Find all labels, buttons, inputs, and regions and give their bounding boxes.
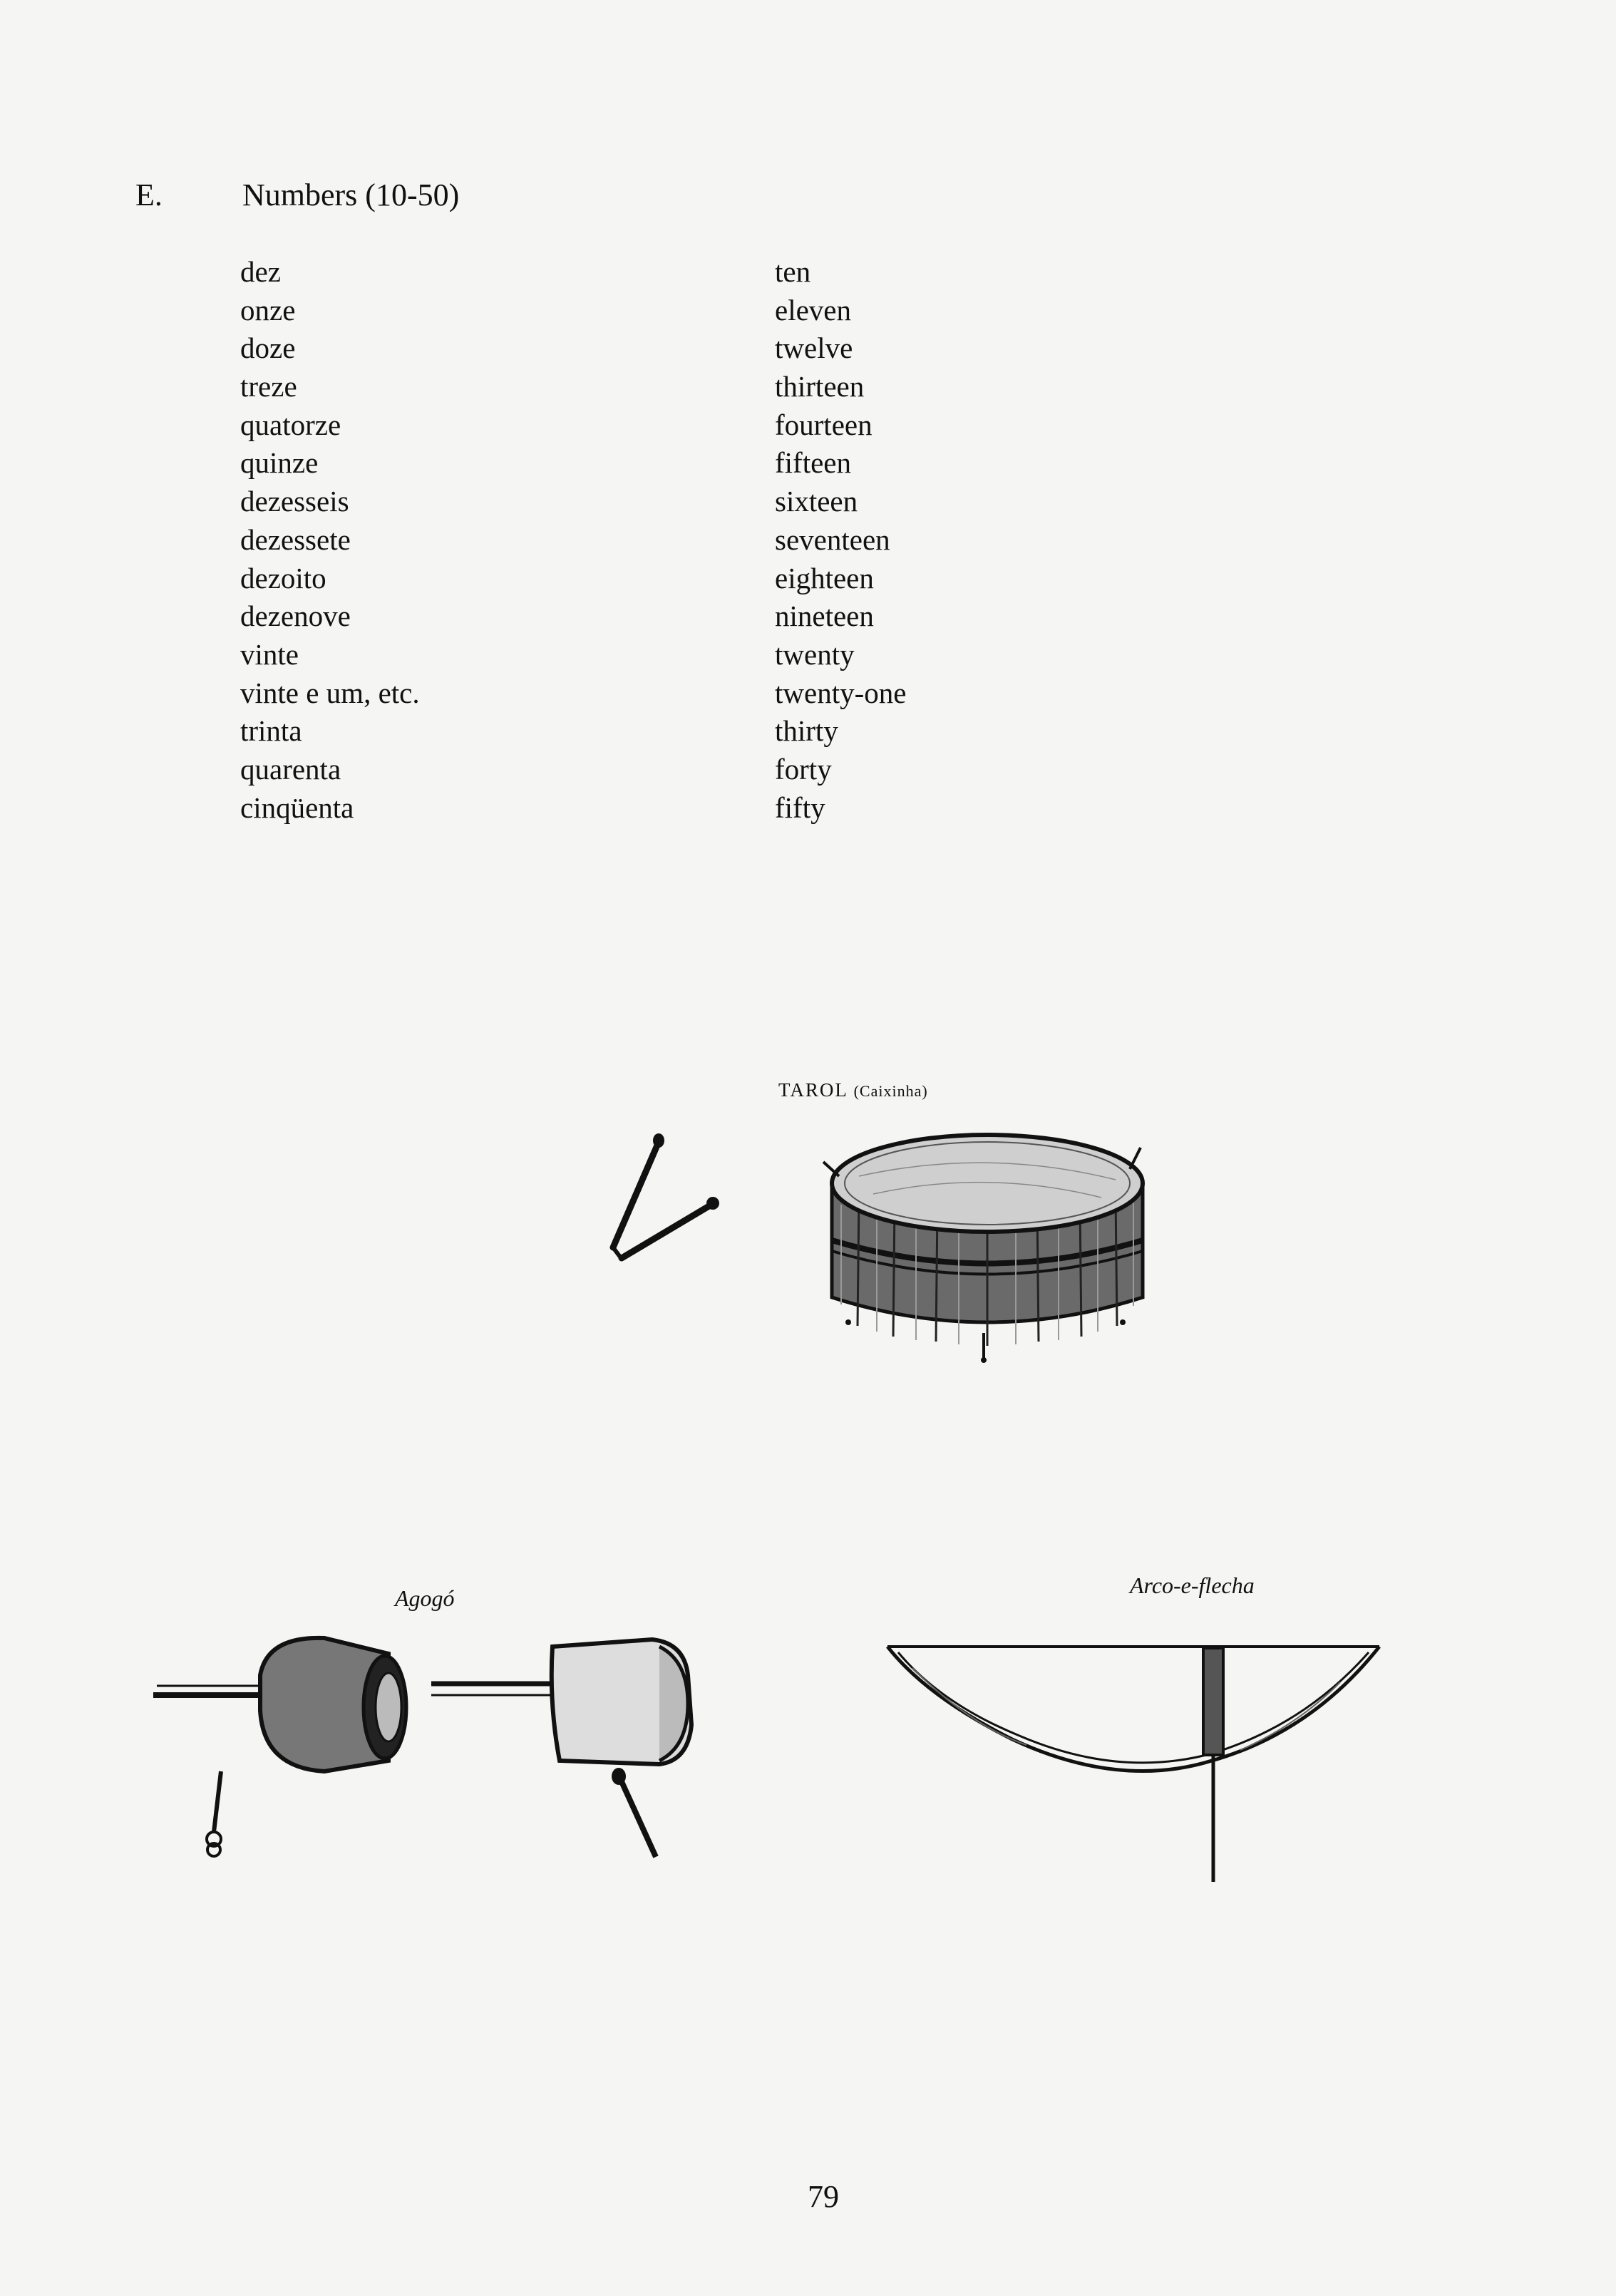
page-number: 79 <box>808 2179 839 2214</box>
section-title: Numbers (10-50) <box>242 177 460 212</box>
english-word: fifteen <box>775 446 851 480</box>
drumsticks-illustration <box>585 1126 727 1283</box>
vocab-row <box>240 483 1024 521</box>
portuguese-word: onze <box>240 293 296 326</box>
vocab-row <box>240 292 1024 330</box>
english-word: twenty-one <box>775 676 907 709</box>
agogo-illustration <box>146 1618 702 1875</box>
vocab-row <box>240 712 1024 751</box>
vocab-row <box>240 597 1024 636</box>
english-word: twelve <box>775 331 853 365</box>
vocabulary-list <box>240 253 1024 827</box>
bow-and-arrow-illustration <box>884 1618 1383 1889</box>
portuguese-word: trinta <box>240 714 302 748</box>
vocab-row <box>240 751 1024 789</box>
vocab-row <box>240 521 1024 560</box>
agogo-caption: Agogó <box>395 1585 455 1611</box>
english-word: nineteen <box>775 599 874 633</box>
tarol-title: TAROL <box>778 1079 848 1101</box>
portuguese-word: vinte <box>240 637 299 671</box>
english-word: thirty <box>775 714 838 748</box>
portuguese-word: quatorze <box>240 408 341 441</box>
vocab-row <box>240 406 1024 445</box>
portuguese-word: dezesseis <box>240 485 349 518</box>
arco-caption: Arco-e-flecha <box>1130 1572 1255 1598</box>
english-word: fifty <box>775 791 825 824</box>
vocab-row <box>240 789 1024 828</box>
tarol-caption <box>778 1079 928 1101</box>
english-word: sixteen <box>775 485 858 518</box>
portuguese-word: quarenta <box>240 752 341 786</box>
english-word: ten <box>775 255 811 288</box>
tarol-drum-illustration <box>816 1119 1158 1376</box>
vocab-row <box>240 444 1024 483</box>
portuguese-word: dezessete <box>240 522 351 556</box>
portuguese-word: dez <box>240 255 281 288</box>
portuguese-word: dezoito <box>240 561 326 594</box>
vocab-row <box>240 560 1024 598</box>
english-word: eleven <box>775 293 851 326</box>
portuguese-word: doze <box>240 331 296 365</box>
english-word: seventeen <box>775 522 890 556</box>
english-word: eighteen <box>775 561 874 594</box>
portuguese-word: treze <box>240 370 297 403</box>
vocab-row <box>240 329 1024 368</box>
english-word: twenty <box>775 637 855 671</box>
portuguese-word: vinte e um, etc. <box>240 676 420 709</box>
portuguese-word: dezenove <box>240 599 351 633</box>
english-word: fourteen <box>775 408 873 441</box>
portuguese-word: quinze <box>240 446 319 480</box>
vocab-row <box>240 636 1024 674</box>
vocab-row <box>240 368 1024 406</box>
portuguese-word: cinqüenta <box>240 791 354 824</box>
vocab-row <box>240 253 1024 292</box>
english-word: forty <box>775 752 832 786</box>
tarol-subtitle: (Caixinha) <box>853 1082 928 1100</box>
section-letter: E. <box>135 177 163 212</box>
english-word: thirteen <box>775 370 865 403</box>
vocab-row <box>240 674 1024 713</box>
